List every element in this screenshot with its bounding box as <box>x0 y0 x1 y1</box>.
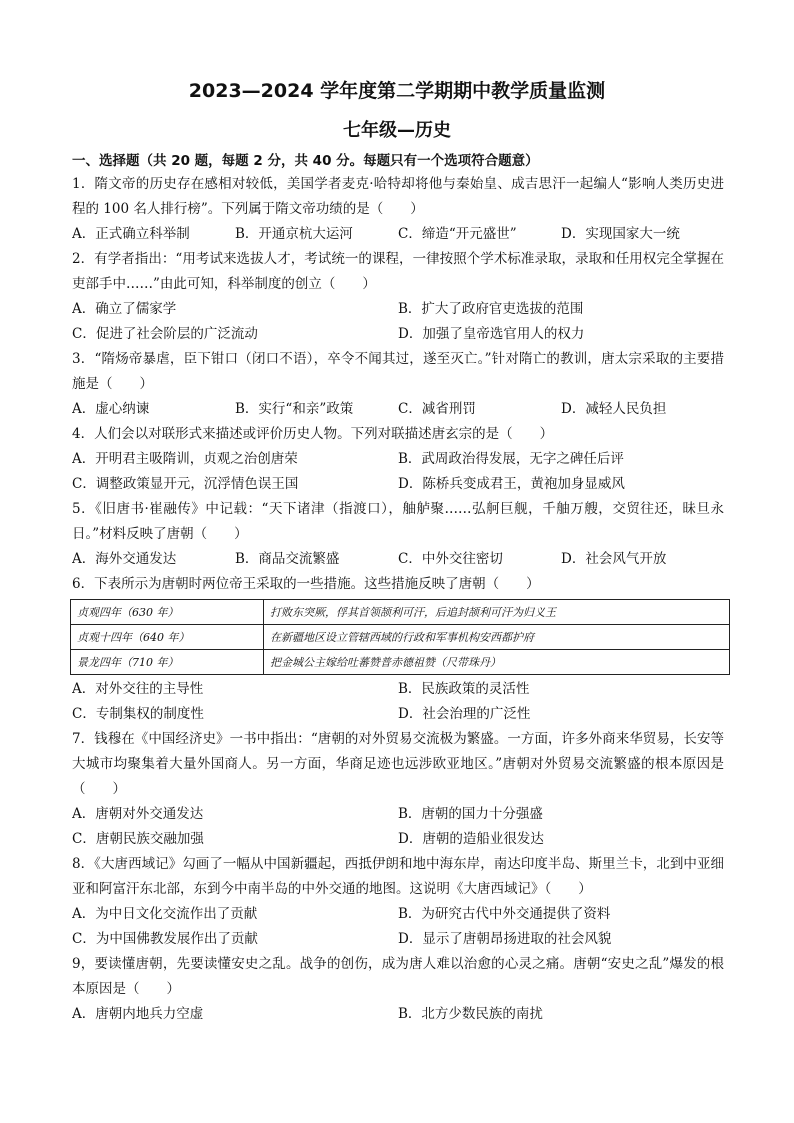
option-d: D．减轻人民负担 <box>561 401 667 417</box>
question-2 <box>72 247 724 347</box>
option-b: B．为研究古代中外交通提供了资料 <box>398 906 611 922</box>
option-group <box>72 447 724 497</box>
option-a: A．虚心纳谏 <box>72 401 150 417</box>
table-cell-measure: 在新疆地区设立管辖西域的行政和军事机构安西都护府 <box>264 625 730 650</box>
question-8 <box>72 852 724 952</box>
option-b: B．北方少数民族的南扰 <box>398 1006 543 1022</box>
question-9 <box>72 952 724 1027</box>
option-group <box>72 297 724 347</box>
option-d: D．社会风气开放 <box>561 551 667 567</box>
table-cell-measure: 打败东突厥，俘其首领颉利可汗，后追封颉利可汗为归义王 <box>264 600 730 625</box>
option-b: B．扩大了政府官吏选拔的范围 <box>398 301 584 317</box>
question-stem: 6．下表所示为唐朝时两位帝王采取的一些措施。这些措施反映了唐朝（ ） <box>72 576 540 592</box>
option-d: D．显示了唐朝昂扬进取的社会风貌 <box>398 931 612 947</box>
option-d: D．唐朝的造船业很发达 <box>398 831 544 847</box>
option-a: A．唐朝对外交通发达 <box>72 806 204 822</box>
table-row <box>71 650 730 675</box>
option-b: B．唐朝的国力十分强盛 <box>398 806 543 822</box>
option-c: C．唐朝民族交融加强 <box>72 831 204 847</box>
table-cell-date: 贞观四年（630 年） <box>71 600 264 625</box>
option-b: B．武周政治得发展，无字之碑任后评 <box>398 451 624 467</box>
option-b: B．商品交流繁盛 <box>235 551 340 567</box>
question-stem: 5．《旧唐书·崔融传》中记载：“天下诸津（指渡口），舳舻聚……弘舸巨舰，千舳万艘，交贸往还，昧旦永日。”材料反映了唐朝（ ） <box>72 501 724 542</box>
question-stem: 7．钱穆在《中国经济史》一书中指出：“唐朝的对外贸易交流极为繁盛。一方面，许多外商来华贸易，长安等大城市均聚集着大量外国商人。另一方面，华商足迹也远涉欧亚地区。”唐朝对外贸易交流繁盛的根本原因是（ ） <box>72 731 724 797</box>
question-stem: 3．“隋炀帝暴虐，臣下钳口（闭口不语），卒令不闻其过，遂至灭亡。”针对隋亡的教训，唐太宗采取的主要措施是（ ） <box>72 351 724 392</box>
question-stem: 4．人们会以对联形式来描述或评价历史人物。下列对联描述唐玄宗的是（ ） <box>72 426 554 442</box>
option-group <box>72 397 724 422</box>
option-b: B．实行“和亲”政策 <box>235 401 354 417</box>
option-a: A．海外交通发达 <box>72 551 177 567</box>
option-c: C．调整政策显开元，沉浮情色误王国 <box>72 476 299 492</box>
option-b: B．开通京杭大运河 <box>235 226 353 242</box>
option-group <box>72 547 724 572</box>
question-3 <box>72 347 724 422</box>
table-row <box>71 625 730 650</box>
option-b: B．民族政策的灵活性 <box>398 681 530 697</box>
table-cell-date: 贞观十四年（640 年） <box>71 625 264 650</box>
option-a: A．确立了儒家学 <box>72 301 177 317</box>
question-1 <box>72 172 724 247</box>
option-a: A．唐朝内地兵力空虚 <box>72 1006 204 1022</box>
question-5 <box>72 497 724 572</box>
option-group <box>72 677 724 727</box>
question-stem: 2．有学者指出：“用考试来选拔人才，考试统一的课程，一律按照个学术标准录取，录取和任用权完全掌握在吏部手中……”由此可知，科举制度的创立（ ） <box>72 251 724 292</box>
table-cell-date: 景龙四年（710 年） <box>71 650 264 675</box>
option-c: C．缔造“开元盛世” <box>398 226 517 242</box>
option-c: C．中外交往密切 <box>398 551 503 567</box>
option-c: C．促进了社会阶层的广泛流动 <box>72 326 258 342</box>
option-a: A．正式确立科举制 <box>72 226 190 242</box>
table-cell-measure: 把金城公主嫁给吐蕃赞普赤德祖赞（尺带珠丹） <box>264 650 730 675</box>
option-a: A．开明君主吸隋训，贞观之治创唐荣 <box>72 451 298 467</box>
question-4 <box>72 422 724 497</box>
question-stem: 9，要读懂唐朝，先要读懂安史之乱。战争的创伤，成为唐人难以治愈的心灵之痛。唐朝“安史之乱”爆发的根本原因是（ ） <box>72 956 724 997</box>
option-d: D．加强了皇帝选官用人的权力 <box>398 326 585 342</box>
option-group <box>72 902 724 952</box>
option-group <box>72 802 724 852</box>
question-stem: 8．《大唐西域记》勾画了一幅从中国新疆起，西抵伊朗和地中海东岸，南达印度半岛、斯里兰卡，北到中亚细亚和阿富汗东北部，东到今中南半岛的中外交通的地图。这说明《大唐西域记》（ ） <box>72 856 724 897</box>
option-a: A．为中日文化交流作出了贡献 <box>72 906 258 922</box>
option-group <box>72 222 724 247</box>
option-group <box>72 1002 724 1027</box>
table-row <box>71 600 730 625</box>
question-7 <box>72 727 724 852</box>
exam-subtitle: 七年级—历史 <box>343 120 451 141</box>
option-a: A．对外交往的主导性 <box>72 681 204 697</box>
option-d: D．社会治理的广泛性 <box>398 706 531 722</box>
question-stem: 1．隋文帝的历史存在感相对较低，美国学者麦克·哈特却将他与秦始皇、成吉思汗一起编人“影响人类历史进程的 100 名人排行榜”。下列属于隋文帝功绩的是（ ） <box>72 176 724 217</box>
option-c: C．减省刑罚 <box>398 401 476 417</box>
option-c: C．为中国佛教发展作出了贡献 <box>72 931 258 947</box>
section-heading: 一、选择题（共 20 题，每题 2 分，共 40 分。每题只有一个选项符合题意） <box>72 153 539 169</box>
question-list <box>72 172 724 1027</box>
option-d: D．实现国家大一统 <box>561 226 680 242</box>
option-d: D．陈桥兵变成君王，黄袍加身显威风 <box>398 476 625 492</box>
option-c: C．专制集权的制度性 <box>72 706 204 722</box>
measures-table <box>70 599 730 675</box>
question-6 <box>72 572 724 727</box>
exam-title: 2023—2024 学年度第二学期期中教学质量监测 <box>188 80 606 102</box>
